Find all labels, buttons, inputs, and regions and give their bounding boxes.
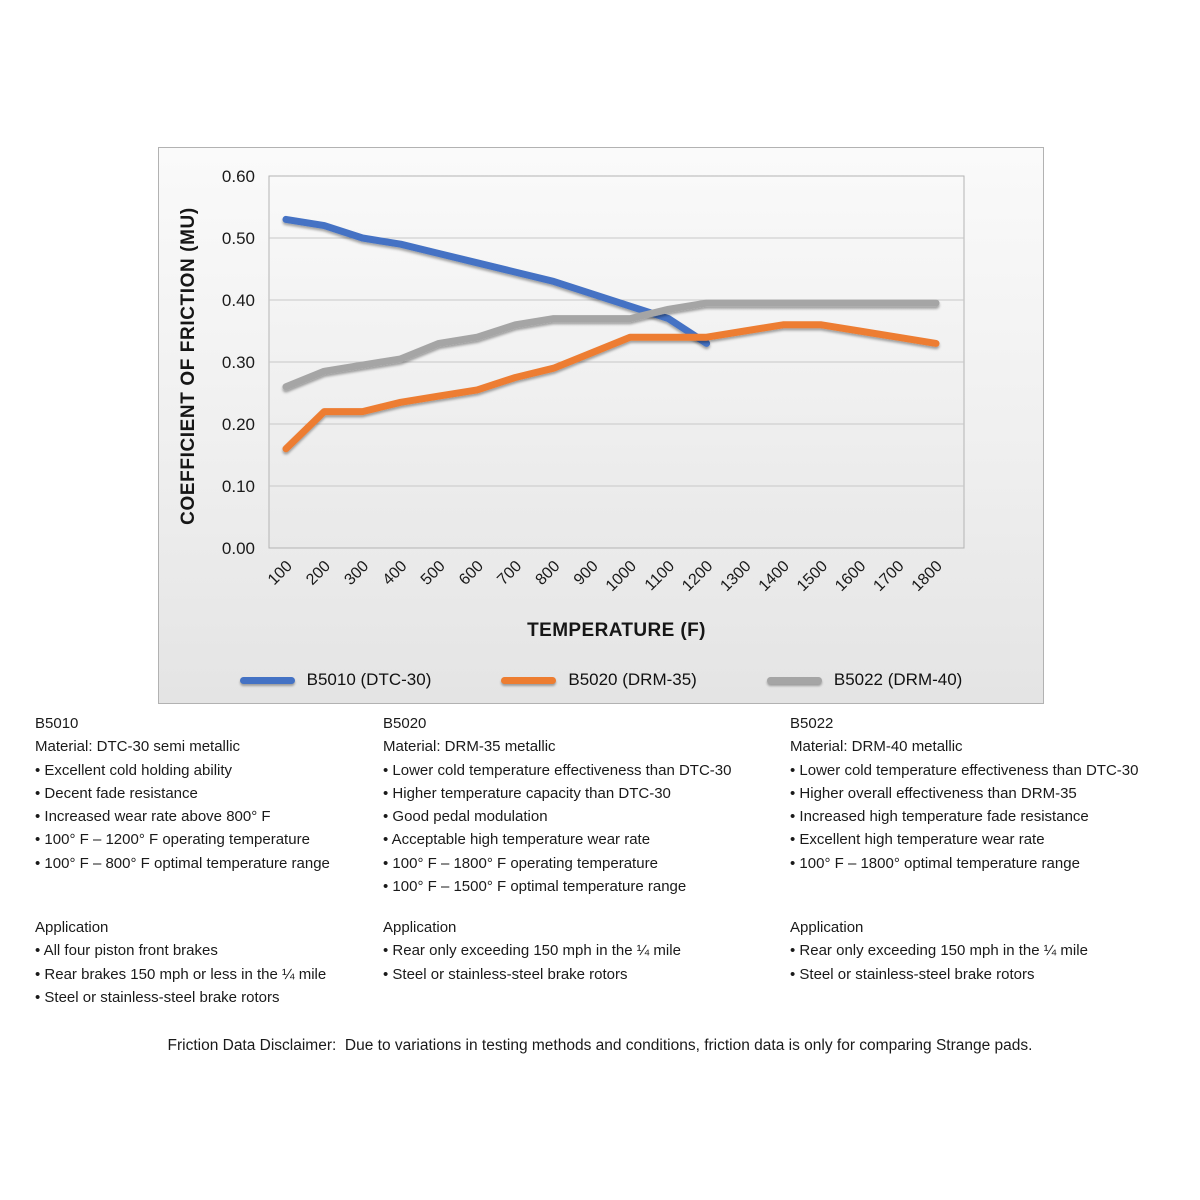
info-column-b5010 [35, 712, 330, 875]
pad-feature-item: • Excellent high temperature wear rate [790, 831, 1045, 849]
pad-feature-item: • Lower cold temperature effectiveness than DTC-30 [383, 761, 732, 779]
x-axis-title: TEMPERATURE (F) [527, 620, 706, 641]
legend-swatch-line [240, 677, 295, 684]
legend-item [767, 670, 963, 690]
application-item: • Steel or stainless-steel brake rotors [790, 965, 1035, 983]
x-tick-label: 600 [456, 557, 488, 589]
pad-material: Material: DTC-30 semi metallic [35, 738, 241, 756]
pad-feature-item: • Increased high temperature fade resistance [790, 808, 1089, 826]
application-column-b5020 [383, 916, 681, 986]
x-tick-label: 900 [570, 557, 602, 589]
legend-label: B5022 (DRM-40) [833, 670, 963, 689]
y-tick-label: 0.60 [221, 167, 255, 186]
x-tick-label: 1200 [679, 557, 717, 595]
pad-feature-item: • Lower cold temperature effectiveness than DTC-30 [790, 761, 1139, 779]
chart-legend [159, 664, 1043, 696]
application-item: • Rear only exceeding 150 mph in the ¼ mile [790, 942, 1088, 960]
legend-label: B5010 (DTC-30) [306, 670, 432, 689]
pad-feature-item: • 100° F – 1800° optimal temperature range [790, 854, 1080, 872]
application-item: • All four piston front brakes [35, 942, 218, 960]
y-tick-label: 0.50 [221, 229, 255, 248]
application-title: Application [35, 919, 109, 936]
application-title: Application [383, 919, 457, 936]
pad-feature-item: • 100° F – 1200° F operating temperature [35, 831, 310, 849]
x-tick-label: 400 [379, 557, 411, 589]
x-tick-label: 1500 [793, 557, 832, 595]
pad-feature-item: • Decent fade resistance [35, 784, 198, 802]
pad-feature-item: • 100° F – 1500° F optimal temperature range [383, 878, 687, 896]
info-column-b5020 [383, 712, 731, 898]
y-tick-label: 0.20 [221, 415, 255, 434]
application-title: Application [790, 919, 864, 936]
pad-feature-item: • Good pedal modulation [383, 808, 548, 826]
legend-swatch-line [501, 677, 556, 684]
x-tick-label: 1100 [641, 557, 679, 595]
application-item: • Rear only exceeding 150 mph in the ¼ mile [383, 942, 681, 960]
pad-model-title: B5010 [35, 715, 79, 732]
y-axis-title: COEFFICIENT OF FRICTION (MU) [178, 207, 199, 525]
application-column-b5022 [790, 916, 1088, 986]
pad-feature-item: • 100° F – 1800° F operating temperature [383, 854, 658, 872]
pad-model-title: B5020 [383, 715, 427, 732]
x-tick-label: 200 [303, 557, 335, 589]
pad-model-title: B5022 [790, 715, 834, 732]
disclaimer-text: Friction Data Disclaimer: Due to variations in testing methods and conditions, friction data is only for comparing Strange pads. [167, 1037, 1033, 1054]
x-tick-label: 1700 [870, 557, 908, 595]
pad-material: Material: DRM-35 metallic [383, 738, 556, 756]
friction-chart-panel [158, 147, 1044, 704]
info-column-b5022 [790, 712, 1138, 875]
legend-swatch-line [767, 677, 822, 684]
x-tick-label: 1000 [602, 557, 640, 595]
pad-feature-item: • Excellent cold holding ability [35, 761, 233, 779]
y-tick-label: 0.00 [221, 539, 255, 558]
x-tick-label: 500 [417, 557, 449, 589]
x-tick-label: 1800 [908, 557, 946, 595]
y-tick-label: 0.10 [221, 477, 255, 496]
y-tick-label: 0.30 [221, 353, 255, 372]
x-tick-label: 100 [264, 557, 296, 589]
pad-feature-item: • Higher overall effectiveness than DRM-35 [790, 784, 1077, 802]
x-tick-label: 1400 [755, 557, 793, 595]
x-tick-label: 700 [494, 557, 526, 589]
pad-material: Material: DRM-40 metallic [790, 738, 963, 756]
x-tick-label: 1300 [717, 557, 755, 595]
y-tick-label: 0.40 [221, 291, 255, 310]
application-item: • Steel or stainless-steel brake rotors [383, 965, 628, 983]
legend-item [240, 670, 432, 690]
application-item: • Steel or stainless-steel brake rotors [35, 988, 280, 1006]
legend-label: B5020 (DRM-35) [568, 670, 697, 689]
pad-feature-item: • 100° F – 800° F optimal temperature range [35, 854, 330, 872]
application-column-b5010 [35, 916, 326, 1009]
x-tick-label: 1600 [832, 557, 870, 595]
application-item: • Rear brakes 150 mph or less in the ¼ mile [35, 965, 327, 983]
pad-feature-item: • Increased wear rate above 800° F [35, 808, 271, 826]
pad-feature-item: • Higher temperature capacity than DTC-30 [383, 784, 671, 802]
legend-item [501, 670, 697, 690]
x-tick-label: 300 [341, 557, 373, 589]
pad-feature-item: • Acceptable high temperature wear rate [383, 831, 651, 849]
x-tick-label: 800 [532, 557, 564, 589]
